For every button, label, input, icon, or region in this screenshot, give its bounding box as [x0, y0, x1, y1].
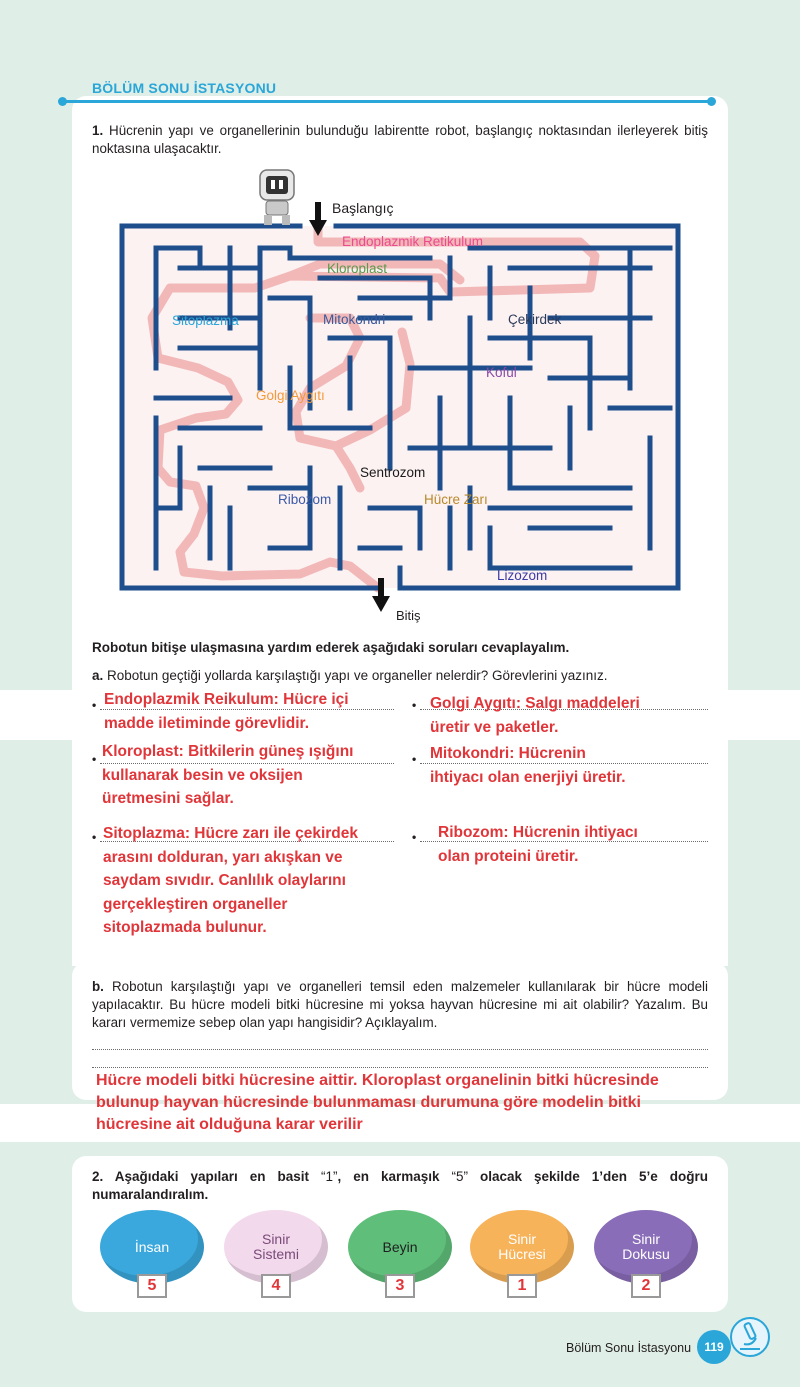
- ranking-label-line: Beyin: [382, 1238, 418, 1255]
- ranking-label-line: İnsan: [134, 1238, 170, 1255]
- answer-kloroplast: [102, 740, 353, 811]
- ranking-bubble: [594, 1210, 698, 1284]
- footer-text: Bölüm Sonu İstasyonu: [566, 1341, 692, 1355]
- ranking-label-line: Dokusu: [622, 1246, 670, 1262]
- label-golgi: Golgi Aygıtı: [256, 388, 325, 403]
- robot-icon: [260, 170, 294, 225]
- section-title: BÖLÜM SONU İSTASYONU: [92, 80, 277, 96]
- header-line: [62, 100, 712, 103]
- microscope-icon: [730, 1316, 770, 1358]
- answer-line: üretir ve paketler.: [430, 718, 559, 736]
- ranking-number-box[interactable]: 3: [385, 1274, 415, 1298]
- answer-line: madde iletiminde görevlidir.: [104, 714, 309, 732]
- label-sentrozom: Sentrozom: [360, 465, 426, 480]
- answer-er: [104, 688, 349, 735]
- question-2-text-c: olacak şekilde 1’den 5’e doğru numaralandıralım.: [92, 1169, 708, 1202]
- answer-line: kullanarak besin ve oksijen: [102, 766, 303, 784]
- question-a: [92, 668, 608, 683]
- answer-line: Mitokondri: Hücrenin: [430, 745, 586, 762]
- answer-mitokondri: [430, 742, 626, 789]
- question-2-number: 2.: [92, 1169, 104, 1184]
- blank-line: [92, 1066, 708, 1068]
- ranking-number-box[interactable]: 5: [137, 1274, 167, 1298]
- label-koful: Koful: [486, 365, 517, 380]
- bullet: •: [412, 698, 417, 712]
- ranking-number-box[interactable]: 1: [507, 1274, 537, 1298]
- answer-line: saydam sıvıdır. Canlılık olaylarını: [103, 872, 346, 889]
- label-lizozom: Lizozom: [497, 568, 548, 583]
- answer-line: Golgi Aygıtı: Salgı maddeleri: [430, 695, 640, 712]
- label-mitokondri: Mitokondri: [323, 312, 386, 327]
- ranking-label: [382, 1240, 417, 1255]
- answer-sitoplazma: [103, 822, 358, 940]
- label-ribozom: Ribozom: [278, 492, 332, 507]
- blank-line: [92, 1048, 708, 1050]
- label-er: Endoplazmik Retikulum: [342, 234, 484, 249]
- ranking-label-line: Hücresi: [498, 1246, 546, 1262]
- question-1: [92, 122, 708, 158]
- answer-line: Hücre modeli bitki hücresine aittir. Kloroplast organelinin bitki hücresinde: [96, 1072, 659, 1089]
- answer-line: hücresine ait olduğuna karar verilir: [96, 1116, 363, 1133]
- ranking-label: [498, 1232, 545, 1262]
- bullet: •: [412, 752, 417, 766]
- question-2-one: “1”: [321, 1169, 338, 1184]
- question-b-label: b.: [92, 979, 104, 994]
- answer-golgi: [430, 692, 640, 739]
- bullet: •: [92, 698, 97, 712]
- answer-line: gerçekleştiren organeller: [103, 895, 288, 913]
- answer-line: Kloroplast: Bitkilerin güneş ışığını: [102, 743, 354, 760]
- ranking-bubble: [100, 1210, 204, 1284]
- answer-line: arasını dolduran, yarı akışkan ve: [103, 848, 343, 866]
- answer-line: üretmesini sağlar.: [102, 790, 234, 807]
- ranking-label: [622, 1232, 669, 1262]
- page-number: 119: [697, 1330, 731, 1364]
- question-2-text-b: , en karmaşık: [337, 1169, 452, 1184]
- ranking-bubble: [224, 1210, 328, 1284]
- bullet: •: [92, 830, 97, 844]
- header-dot-left: [58, 97, 67, 106]
- ranking-bubble: [348, 1210, 452, 1284]
- section-instruction: Robotun bitişe ulaşmasına yardım ederek aşağıdaki soruları cevaplayalım.: [92, 640, 570, 655]
- header-dot-right: [707, 97, 716, 106]
- maze-start-label: Başlangıç: [332, 200, 394, 216]
- bullet: •: [412, 830, 417, 844]
- question-1-number: 1.: [92, 123, 104, 138]
- ranking-label-line: Sistemi: [253, 1246, 299, 1262]
- question-b-text: Robotun karşılaştığı yapı ve organelleri temsil eden malzemeler kullanılarak bir hücre modeli yapılacaktır. Bu hücre modeli bitki hücresine mi yoksa hayvan hücresine mi ait olabilir? Yazalım. Bu kararı vermemize sebep olan yapı hangisidir? Açıklayalım.: [92, 979, 708, 1030]
- bullet: •: [92, 752, 97, 766]
- ranking-label-line: Sinir: [507, 1231, 536, 1247]
- label-kloroplast: Kloroplast: [327, 261, 388, 276]
- ranking-number-box[interactable]: 4: [261, 1274, 291, 1298]
- answer-line: Sitoplazma: Hücre zarı ile çekirdek: [103, 825, 358, 842]
- question-2-five: “5”: [451, 1169, 468, 1184]
- maze-end-label: Bitiş: [396, 608, 421, 623]
- ranking-label-line: Sinir: [631, 1231, 660, 1247]
- answer-line: Ribozom: Hücrenin ihtiyacı: [438, 824, 638, 841]
- answer-line: sitoplazmada bulunur.: [103, 919, 267, 936]
- question-a-text: Robotun geçtiği yollarda karşılaştığı yapı ve organeller nelerdir? Görevlerini yazınız.: [107, 668, 608, 683]
- question-a-label: a.: [92, 668, 104, 683]
- label-sitoplazma: Sitoplazma: [172, 313, 239, 328]
- answer-line: olan proteini üretir.: [438, 847, 579, 865]
- answer-ribozom: [438, 821, 638, 868]
- answer-line: ihtiyacı olan enerjiyi üretir.: [430, 768, 626, 786]
- question-1-text: Hücrenin yapı ve organellerinin bulunduğu labirentte robot, başlangıç noktasından ilerleyerek bitiş noktasına ulaşacaktır.: [92, 123, 708, 156]
- answer-b: [96, 1070, 659, 1136]
- ranking-bubble: [470, 1210, 574, 1284]
- ranking-label-line: Sinir: [261, 1231, 290, 1247]
- ranking-number-box[interactable]: 2: [631, 1274, 661, 1298]
- question-2: [92, 1168, 708, 1204]
- answer-line: Endoplazmik Reikulum: Hücre içi: [104, 691, 349, 708]
- question-b: [92, 978, 708, 1032]
- ranking-label: [253, 1232, 299, 1262]
- answer-line: bulunup hayvan hücresinde bulunmaması durumuna göre modelin bitki: [96, 1094, 641, 1111]
- label-cekirdek: Çekirdek: [508, 312, 562, 327]
- ranking-label: [135, 1240, 169, 1255]
- label-hucre-zari: Hücre Zarı: [424, 492, 488, 507]
- question-2-text-a: Aşağıdaki yapıları en basit: [114, 1169, 321, 1184]
